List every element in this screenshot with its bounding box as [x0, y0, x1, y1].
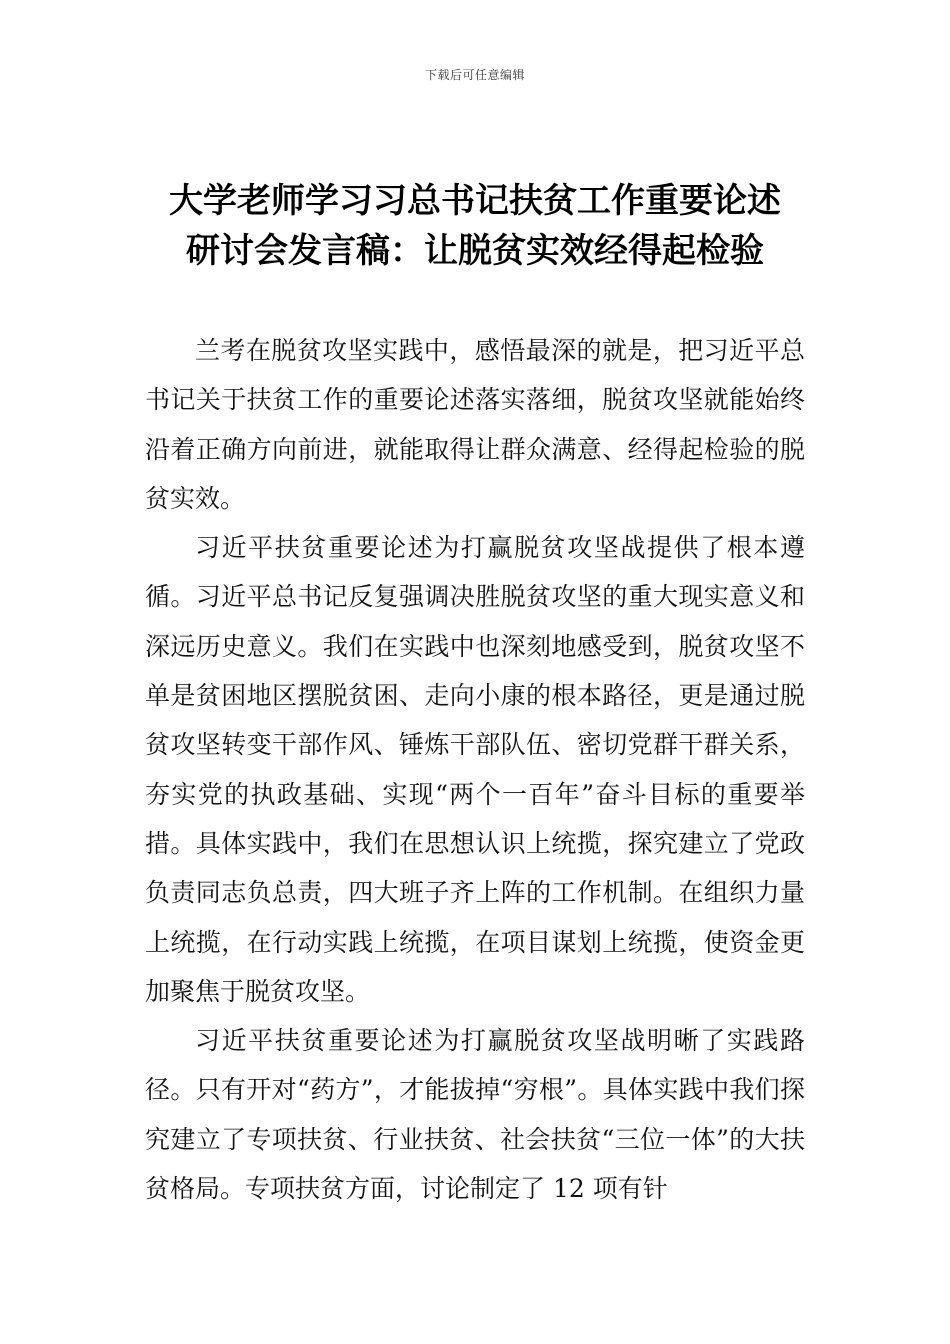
body-paragraph-2: 习近平扶贫重要论述为打赢脱贫攻坚战提供了根本遵循。习近平总书记反复强调决胜脱贫攻坚的重大现实意义和深远历史意义。我们在实践中也深刻地感受到，脱贫攻坚不单是贫困地区摆脱贫困、走向小康的根本路径，更是通过脱贫攻坚转变干部作风、锤炼干部队伍、密切党群干群关系，夯实党的执政基础、实现“两个一百年”奋斗目标的重要举措。具体实践中，我们在思想认识上统揽，探究建立了党政负责同志负总责，四大班子齐上阵的工作机制。在组织力量上统揽，在行动实践上统揽，在项目谋划上统揽，使资金更加聚焦于脱贫攻坚。 [145, 533, 805, 1006]
document-body [145, 326, 805, 1213]
body-paragraph-1: 兰考在脱贫攻坚实践中，感悟最深的就是，把习近平总书记关于扶贫工作的重要论述落实落细，脱贫攻坚就能始终沿着正确方向前进，就能取得让群众满意、经得起检验的脱贫实效。 [145, 336, 805, 513]
document-title [130, 176, 820, 276]
document-title-line-1: 大学老师学习习总书记扶贫工作重要论述 [169, 181, 781, 221]
page-header-note: 下载后可任意编辑 [424, 68, 525, 82]
body-paragraph-3: 习近平扶贫重要论述为打赢脱贫攻坚战明晰了实践路径。只有开对“药方”，才能拔掉“穷根”。具体实践中我们探究建立了专项扶贫、行业扶贫、社会扶贫“三位一体”的大扶贫格局。专项扶贫方面，讨论制定了 12 项有针 [145, 1026, 805, 1204]
document-title-line-2: 研讨会发言稿：让脱贫实效经得起检验 [186, 231, 764, 271]
